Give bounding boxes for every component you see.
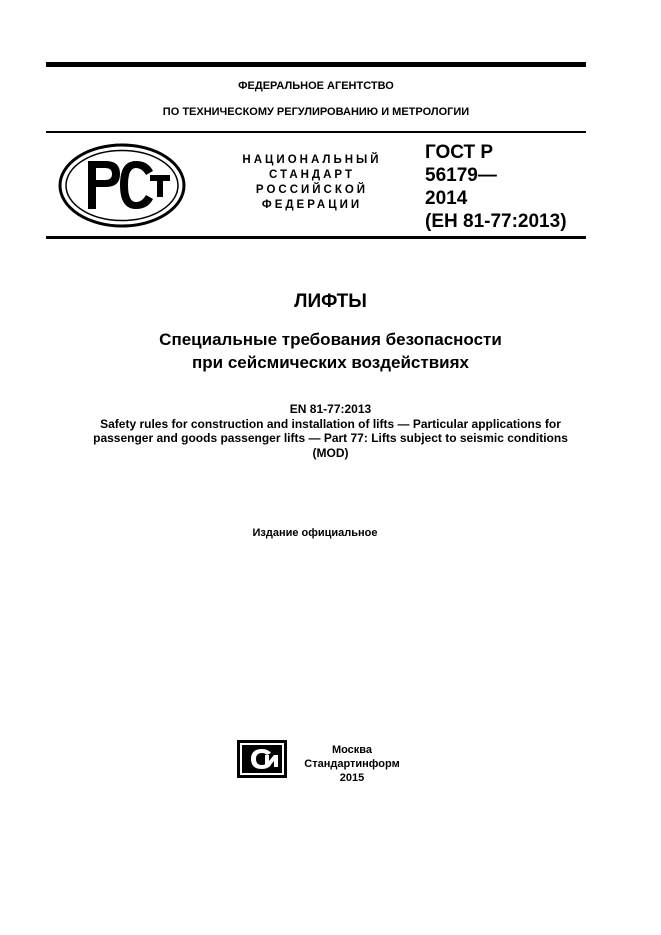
- english-reference-line-2: Safety rules for construction and installation of lifts — Particular applications for: [100, 417, 561, 431]
- english-reference-line-3: passenger and goods passenger lifts — Part 77: Lifts subject to seismic conditions: [93, 431, 568, 445]
- document-subtitle-line-1: Специальные требования безопасности: [159, 330, 502, 349]
- rst-emblem-icon: [58, 143, 186, 228]
- publisher-name: Стандартинформ: [304, 758, 400, 770]
- agency-title-line-1: ФЕДЕРАЛЬНОЕ АГЕНТСТВО: [238, 80, 394, 92]
- document-subtitle-line-2: при сейсмических воздействиях: [192, 353, 469, 372]
- national-standard-line-1: НАЦИОНАЛЬНЫЙ: [242, 154, 382, 166]
- publisher-city: Москва: [331, 744, 373, 756]
- publication-year: 2015: [339, 772, 365, 784]
- gost-designation-line-2: 56179—: [425, 165, 497, 186]
- national-standard-line-3: РОССИЙСКОЙ: [255, 184, 369, 196]
- agency-title-line-2: ПО ТЕХНИЧЕСКОМУ РЕГУЛИРОВАНИЮ И МЕТРОЛОГИИ: [162, 106, 470, 118]
- gost-designation-line-4: (ЕН 81-77:2013): [425, 211, 567, 232]
- header-rule: [46, 131, 586, 133]
- national-standard-line-4: ФЕДЕРАЦИИ: [261, 199, 363, 211]
- top-rule: [46, 62, 586, 67]
- english-reference-line-4: (MOD): [312, 446, 349, 460]
- gost-designation-line-3: 2014: [425, 188, 468, 209]
- official-edition-label: Издание официальное: [252, 527, 378, 539]
- english-reference-line-1: EN 81-77:2013: [289, 402, 372, 416]
- standartinform-logo-icon: [237, 740, 287, 778]
- document-title: ЛИФТЫ: [294, 291, 367, 312]
- gost-designation-line-1: ГОСТ Р: [425, 142, 494, 163]
- national-standard-line-2: СТАНДАРТ: [269, 169, 355, 181]
- header-bottom-rule: [46, 236, 586, 239]
